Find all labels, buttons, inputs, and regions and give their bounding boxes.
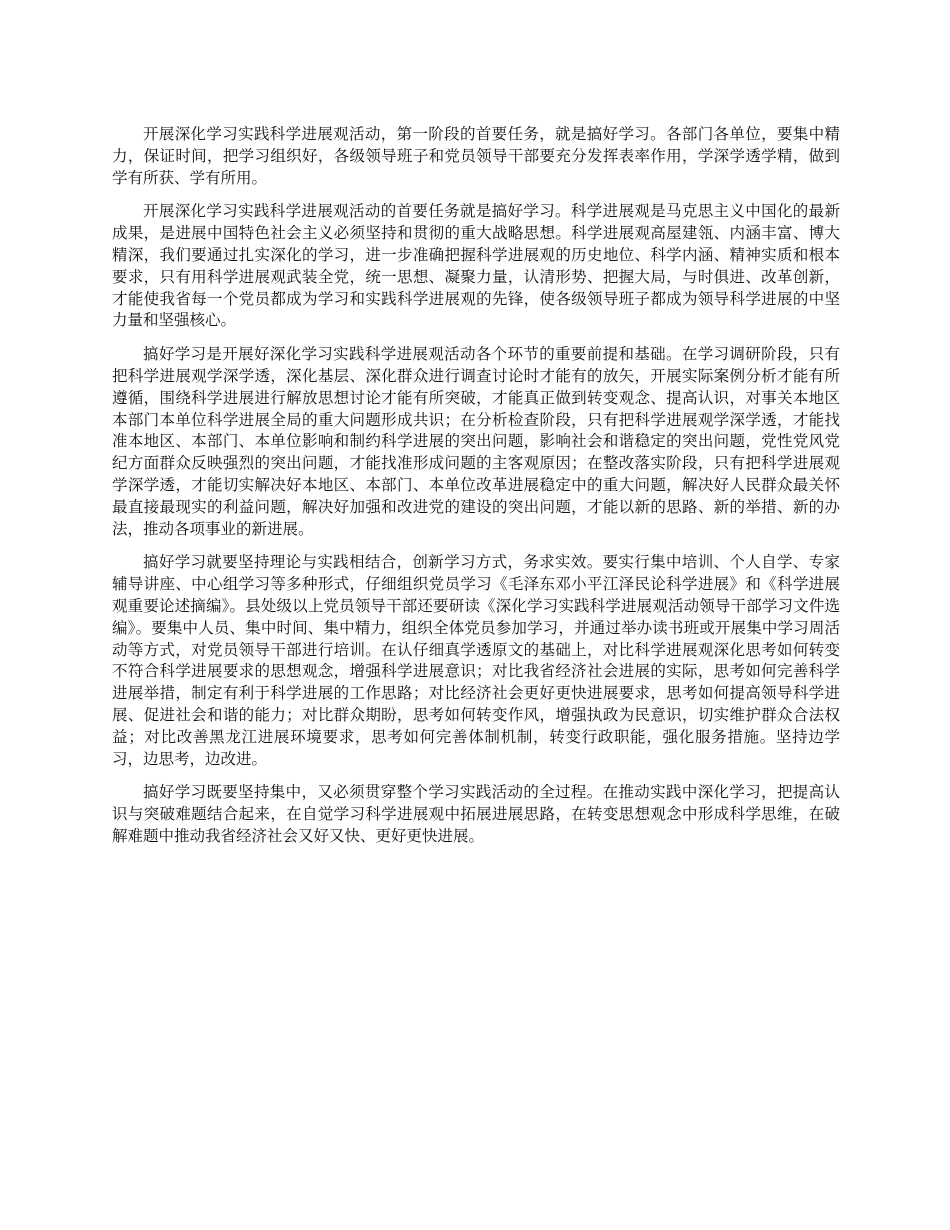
paragraph-4: 搞好学习就要坚持理论与实践相结合，创新学习方式，务求实效。要实行集中培训、个人自学、专家辅导讲座、中心组学习等多种形式，仔细组织党员学习《毛泽东邓小平江泽民论科学进展》和《科学进展观重要论述摘编》。县处级以上党员领导干部还要研读《深化学习实践科学进展观活动领导干部学习文件选编》。要集中人员、集中时间、集中精力，组织全体党员参加学习，并通过举办读书班或开展集中学习周活动等方式，对党员领导干部进行培训。在认仔细真学透原文的基础上，对比科学进展观深化思考如何转变不符合科学进展要求的思想观念，增强科学进展意识；对比我省经济社会进展的实际，思考如何完善科学进展举措，制定有利于科学进展的工作思路；对比经济社会更好更快进展要求，思考如何提高领导科学进展、促进社会和谐的能力；对比群众期盼，思考如何转变作风，增强执政为民意识，切实维护群众合法权益；对比改善黑龙江进展环境要求，思考如何完善体制机制，转变行政职能，强化服务措施。坚持边学习，边思考，边改进。 <box>112 553 840 768</box>
paragraph-1: 开展深化学习实践科学进展观活动，第一阶段的首要任务，就是搞好学习。各部门各单位，要集中精力，保证时间，把学习组织好，各级领导班子和党员领导干部要充分发挥表率作用，学深学透学精，做到学有所获、学有所用。 <box>112 125 840 187</box>
paragraph-2: 开展深化学习实践科学进展观活动的首要任务就是搞好学习。科学进展观是马克思主义中国化的最新成果，是进展中国特色社会主义必须坚持和贯彻的重大战略思想。科学进展观高屋建瓴、内涵丰富、博大精深，我们要通过扎实深化的学习，进一步准确把握科学进展观的历史地位、科学内涵、精神实质和根本要求，只有用科学进展观武装全党，统一思想、凝聚力量，认清形势、把握大局，与时俱进、改革创新，才能使我省每一个党员都成为学习和实践科学进展观的先锋，使各级领导班子都成为领导科学进展的中坚力量和坚强核心。 <box>112 202 840 330</box>
paragraph-5: 搞好学习既要坚持集中，又必须贯穿整个学习实践活动的全过程。在推动实践中深化学习，把提高认识与突破难题结合起来，在自觉学习科学进展观中拓展进展思路，在转变思想观念中形成科学思维，在破解难题中推动我省经济社会又好又快、更好更快进展。 <box>112 783 840 845</box>
paragraph-3: 搞好学习是开展好深化学习实践科学进展观活动各个环节的重要前提和基础。在学习调研阶段，只有把科学进展观学深学透，深化基层、深化群众进行调查讨论时才能有的放矢，开展实际案例分析才能有所遵循，围绕科学进展进行解放思想讨论才能有所突破，才能真正做到转变观念、提高认识，对事关本地区本部门本单位科学进展全局的重大问题形成共识；在分析检查阶段，只有把科学进展观学深学透，才能找准本地区、本部门、本单位影响和制约科学进展的突出问题，影响社会和谐稳定的突出问题，党性党风党纪方面群众反映强烈的突出问题，才能找准形成问题的主客观原因；在整改落实阶段，只有把科学进展观学深学透，才能切实解决好本地区、本部门、本单位改革进展稳定中的重大问题，解决好人民群众最关怀最直接最现实的利益问题，解决好加强和改进党的建设的突出问题，才能以新的思路、新的举措、新的办法，推动各项事业的新进展。 <box>112 345 840 538</box>
document-body <box>112 124 840 860</box>
